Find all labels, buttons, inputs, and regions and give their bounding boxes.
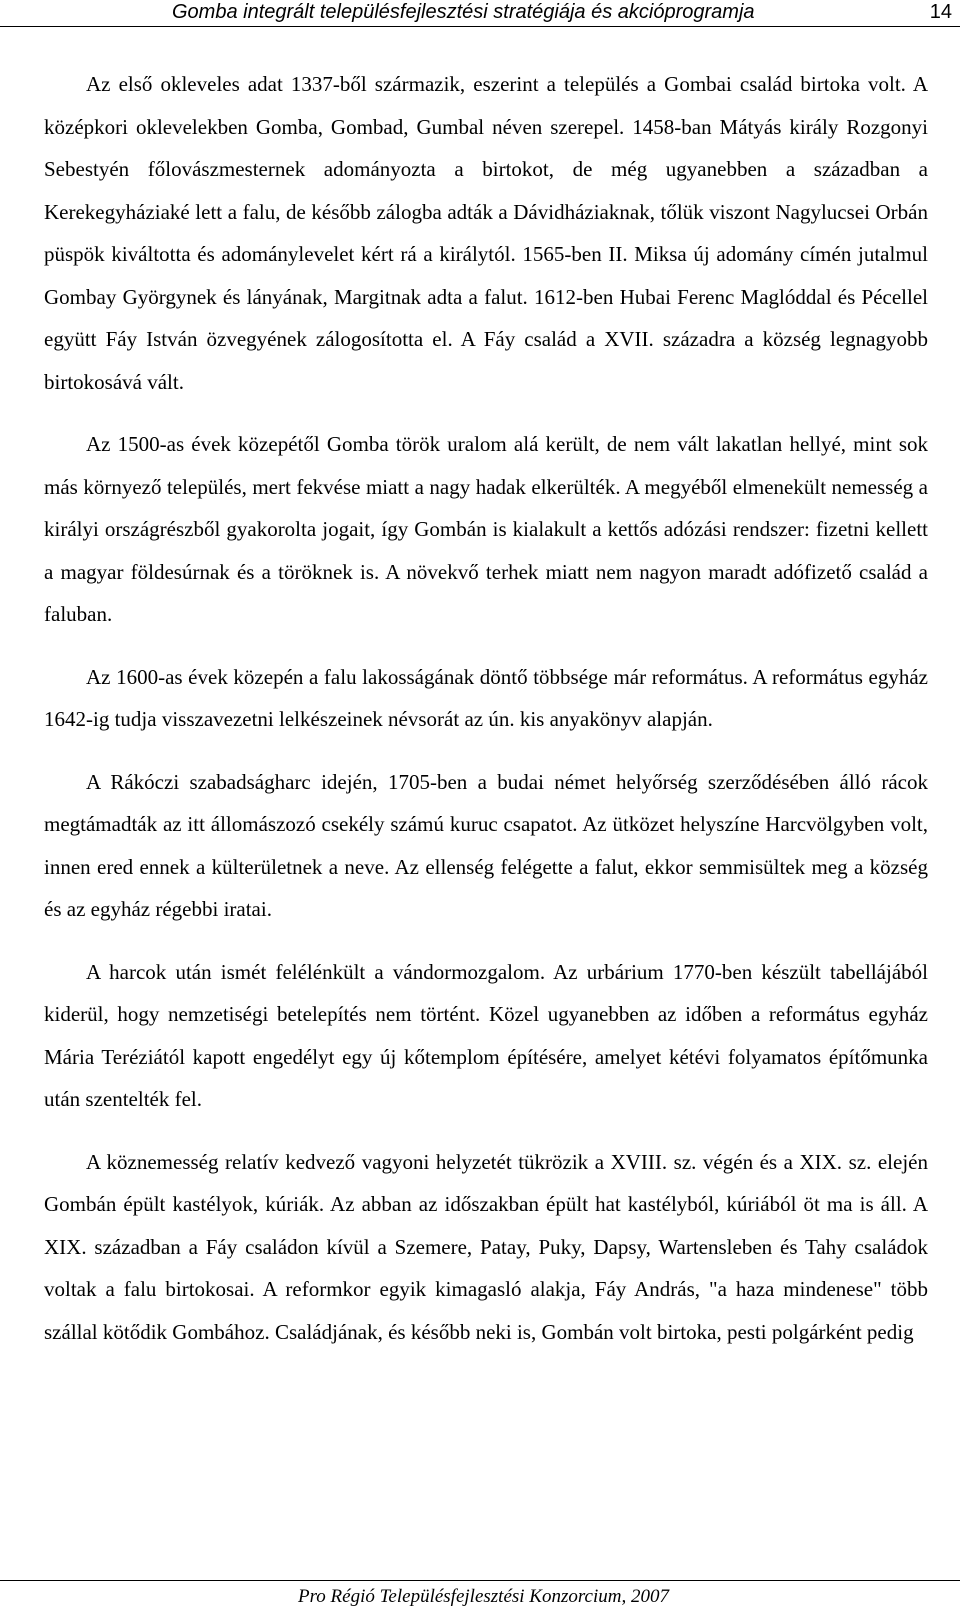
page-number: 14 [929,1,952,23]
page-footer [0,1580,960,1611]
paragraph-rakoczi-war: A Rákóczi szabadságharc idején, 1705-ben a budai német helyőrség szerződésében álló rácok megtámadták az itt állomászozó csekély számú kuruc csapatot. Az ütközet helyszíne Harcvölgyben volt, innen ered ennek a külterületnek a neve. Az ellenség felégette a falut, ekkor semmisültek meg a község és az egyház régebbi iratai. [44,769,928,921]
paragraph-nobility: A köznemesség relatív kedvező vagyoni helyzetét tükrözik a XVIII. sz. végén és a XIX. sz. elején Gombán épült kastélyok, kúriák. Az abban az időszakban épült hat kastélyból, kúriából öt ma is áll. A XIX. században a Fáy családon kívül a Szemere, Patay, Puky, Dapsy, Wartensleben és Tahy családok voltak a falu birtokosai. A reformkor egyik kimagasló alakja, Fáy András, "a haza mindenese" több szállal kötődik Gombához. Családjának, és később neki is, Gombán volt birtoka, pesti polgárként pedig [44,1149,928,1344]
document-body [44,63,928,1373]
page-header [0,0,960,27]
header-title: Gomba integrált településfejlesztési stratégiája és akcióprogramja [172,1,755,23]
paragraph-turkish-era: Az 1500-as évek közepétől Gomba török uralom alá került, de nem vált lakatlan hellyé, mint sok más környező település, mert fekvése miatt a nagy hadak elkerülték. A megyéből elmenekült nemesség a királyi országrészből gyakorolta jogait, így Gombán is kialakult a kettős adózási rendszer: fizetni kellett a magyar földesúrnak és a töröknek is. A növekvő terhek miatt nem nagyon maradt adófizető család a faluban. [44,432,928,626]
paragraph-migration: A harcok után ismét felélénkült a vándormozgalom. Az urbárium 1770-ben készült tabellájából kiderül, hogy nemzetiségi betelepítés nem történt. Közel ugyanebben az időben a református egyház Mária Teréziától kapott engedélyt egy új kőtemplom építésére, amelyet kétévi folyamatos építőmunka után szentelték fel. [44,959,928,1111]
footer-text: Pro Régió Településfejlesztési Konzorcium, 2007 [297,1586,669,1607]
paragraph-reformed-church: Az 1600-as évek közepén a falu lakosságának döntő többsége már református. A református egyház 1642-ig tudja visszavezetni lelkészeinek névsorát az ún. kis anyakönyv alapján. [44,664,928,731]
paragraph-history-charters: Az első okleveles adat 1337-ből származik, eszerint a település a Gombai család birtoka volt. A középkori oklevelekben Gomba, Gombad, Gumbal néven szerepel. 1458-ban Mátyás király Rozgonyi Sebestyén főlovászmesternek adományozta a birtokot, de még ugyanebben a században a Kerekegyháziaké lett a falu, de később zálogba adták a Dávidháziaknak, tőlük viszont Nagylucsei Orbán püspök kiváltotta és adománylevelet kért rá a királytól. 1565-ben II. Miksa új adomány címén jutalmul Gombay Györgynek és lányának, Margitnak adta a falut. 1612-ben Hubai Ferenc Maglóddal és Pécellel együtt Fáy István özvegyének zálogosította el. A Fáy család a XVII. századra a község legnagyobb birtokosává vált. [44,72,928,394]
